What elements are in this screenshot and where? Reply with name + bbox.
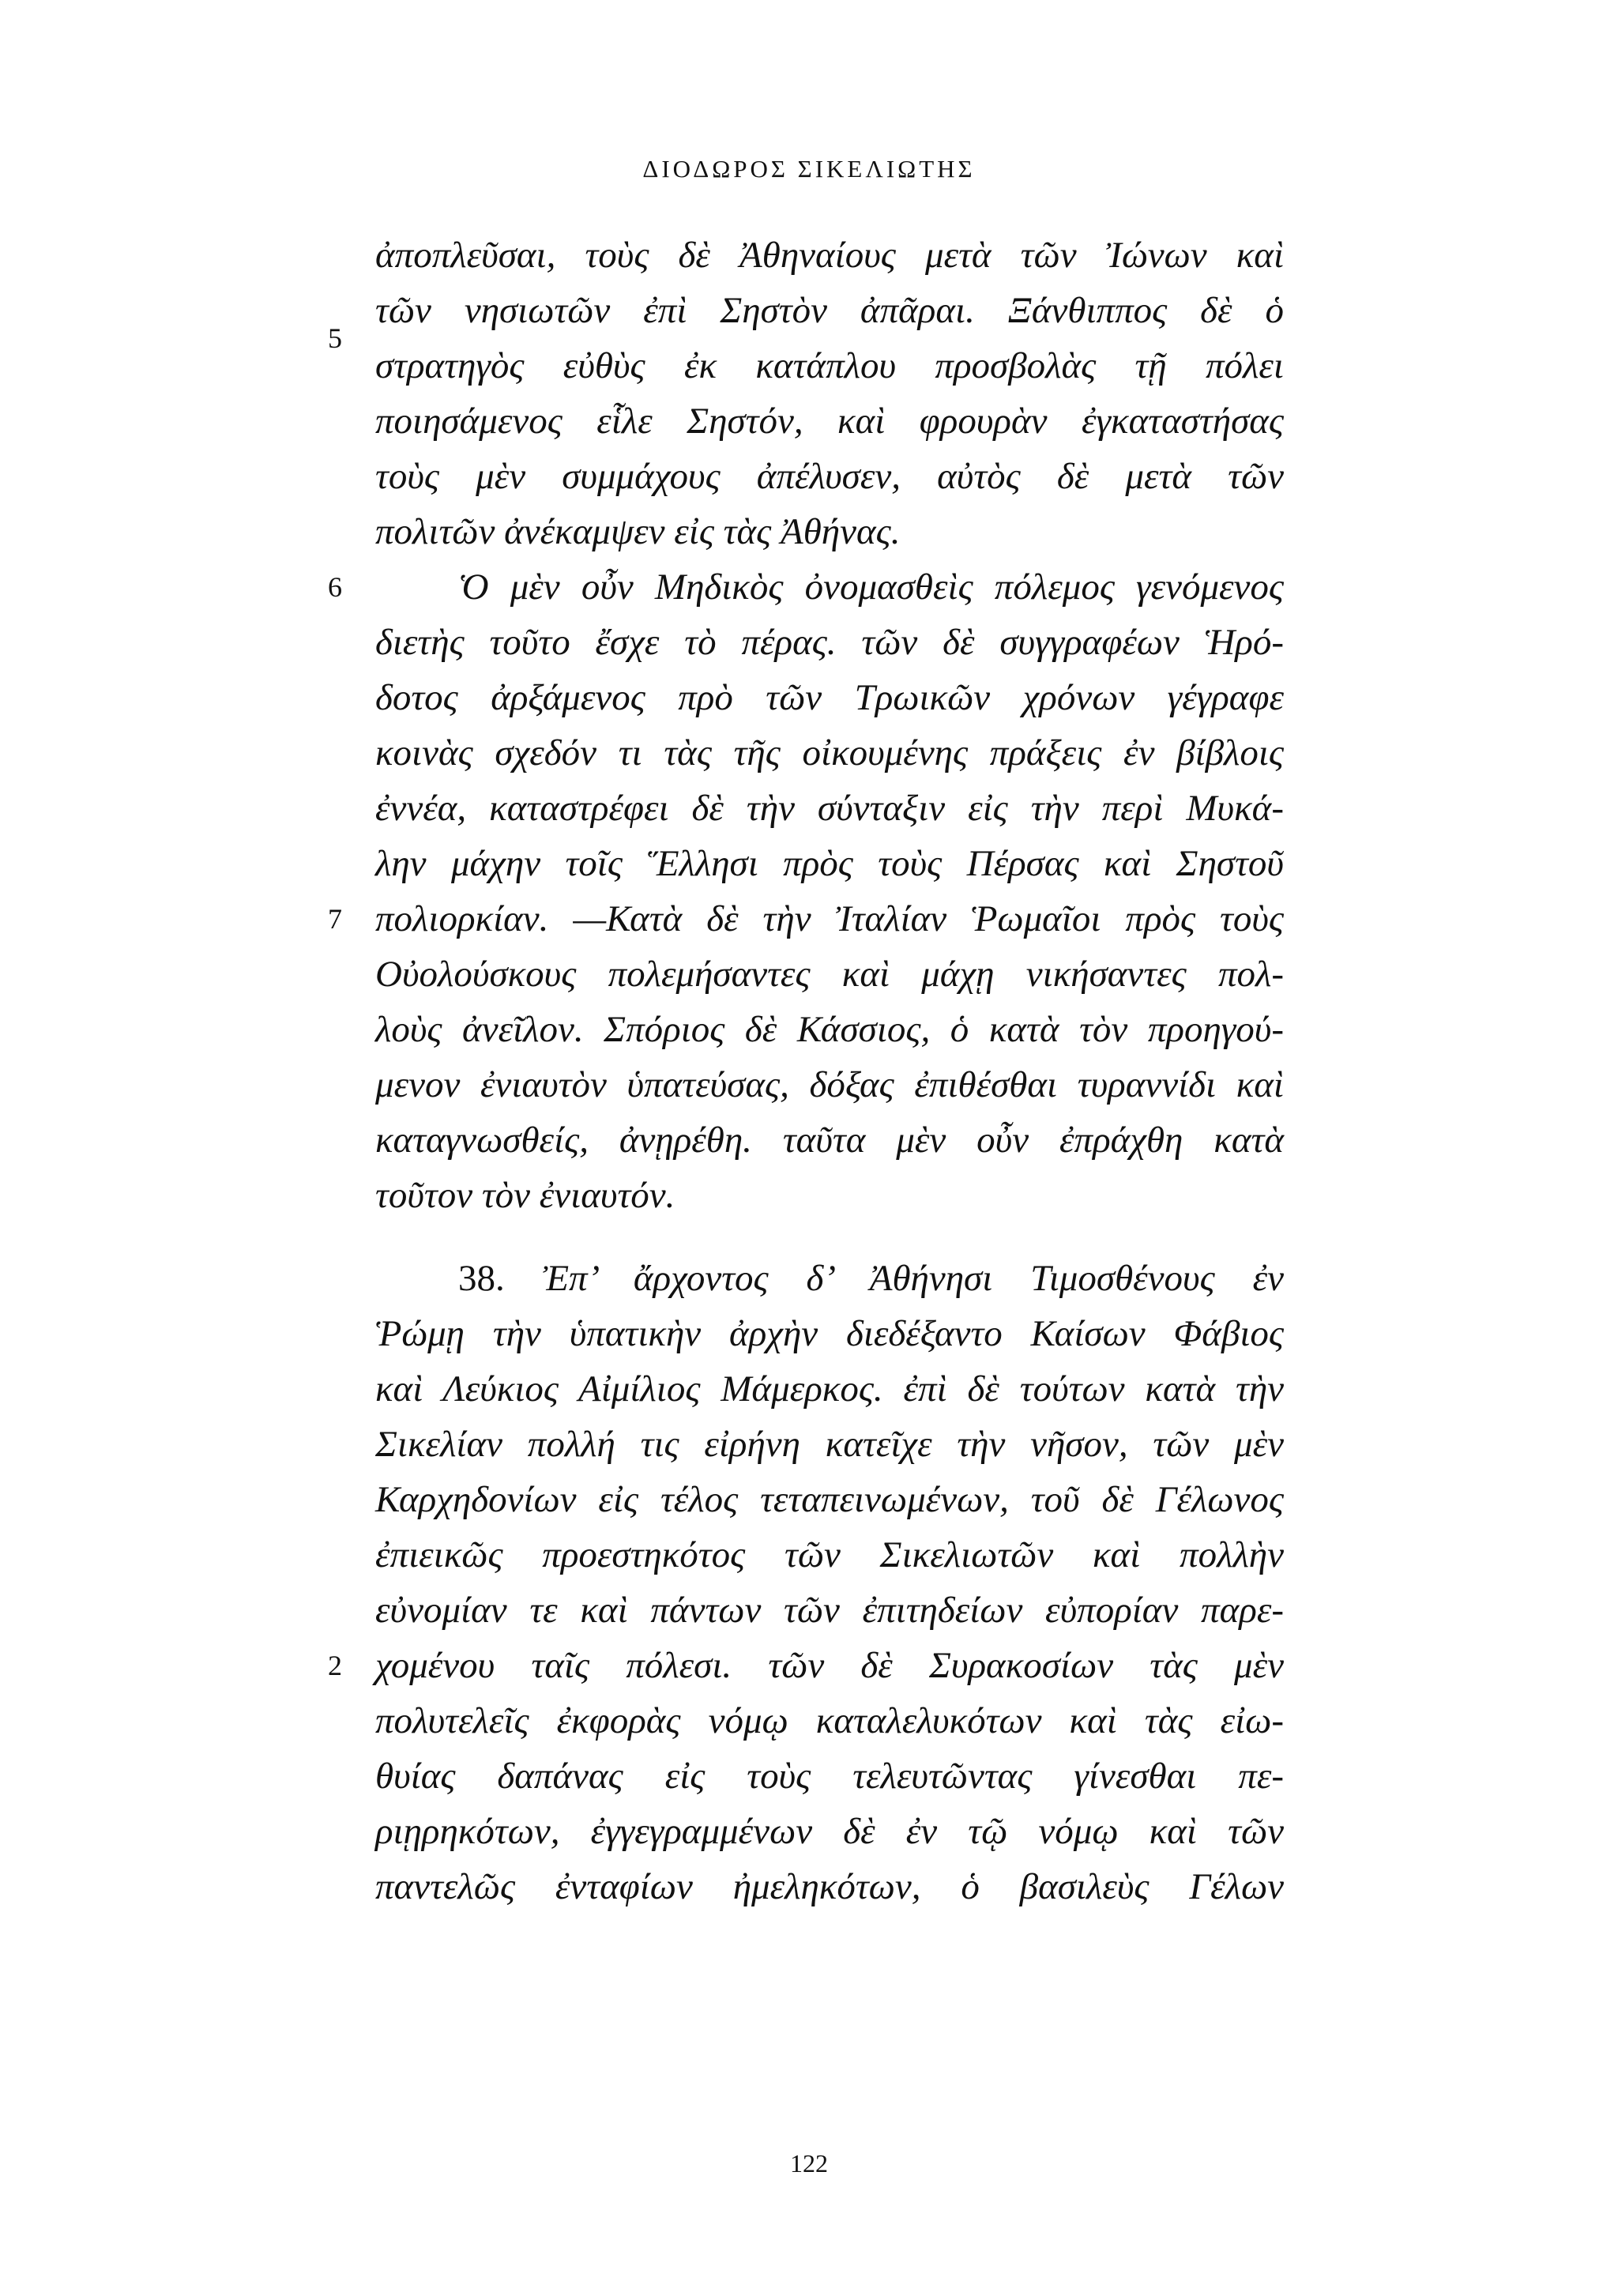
- text-line: μενον ἐνιαυτὸν ὑπατεύσας, δόξας ἐπιθέσθαι τυραννίδι καὶ: [375, 1064, 1284, 1105]
- text-line: θυίας δαπάνας εἰς τοὺς τελευτῶντας γίνεσθαι πε-: [375, 1756, 1284, 1797]
- text-line: ἀποπλεῦσαι, τοὺς δὲ Ἀθηναίους μετὰ τῶν Ἰώνων καὶ: [375, 235, 1284, 276]
- text-line: Καρχηδονίων εἰς τέλος τεταπεινωμένων, τοῦ δὲ Γέλωνος: [375, 1479, 1284, 1520]
- chapter-number: 38.: [458, 1258, 505, 1299]
- text-line: ριῃρηκότων, ἐγγεγραμμένων δὲ ἐν τῷ νόμῳ καὶ τῶν: [375, 1811, 1284, 1852]
- text-line: τῶν νησιωτῶν ἐπὶ Σηστὸν ἀπᾶραι. Ξάνθιππος δὲ ὁ: [375, 290, 1284, 331]
- page-number: 122: [790, 2149, 828, 2177]
- text-line: κοινὰς σχεδόν τι τὰς τῆς οἰκουμένης πράξεις ἐν βίβλοις: [375, 732, 1284, 773]
- margin-number-2: 2: [328, 1650, 342, 1681]
- text-line: ἐννέα, καταστρέφει δὲ τὴν σύνταξιν εἰς τὴν περὶ Μυκά-: [375, 788, 1284, 829]
- text-line: τοῦτον τὸν ἐνιαυτόν.: [375, 1175, 675, 1216]
- text-line: τοὺς μὲν συμμάχους ἀπέλυσεν, αὐτὸς δὲ μετὰ τῶν: [375, 456, 1284, 497]
- text-line: πολιτῶν ἀνέκαμψεν εἰς τὰς Ἀθήνας.: [375, 511, 901, 552]
- text-line: Ὁ μὲν οὖν Μηδικὸς ὀνομασθεὶς πόλεμος γενόμενος: [458, 566, 1284, 608]
- text-line: Σικελίαν πολλή τις εἰρήνη κατεῖχε τὴν νῆσον, τῶν μὲν: [375, 1424, 1284, 1465]
- text-line: ἐπιεικῶς προεστηκότος τῶν Σικελιωτῶν καὶ πολλὴν: [375, 1534, 1284, 1575]
- text-line: χομένου ταῖς πόλεσι. τῶν δὲ Συρακοσίων τὰς μὲν: [375, 1645, 1284, 1686]
- text-line: πολυτελεῖς ἐκφορὰς νόμῳ καταλελυκότων καὶ τὰς εἰω-: [375, 1700, 1284, 1741]
- text-line: ποιησάμενος εἷλε Σηστόν, καὶ φρουρὰν ἐγκαταστήσας: [375, 401, 1284, 442]
- text-line: λην μάχην τοῖς Ἕλλησι πρὸς τοὺς Πέρσας καὶ Σηστοῦ: [375, 843, 1284, 884]
- text-line: Ῥώμῃ τὴν ὑπατικὴν ἀρχὴν διεδέξαντο Καίσων Φάβιος: [375, 1313, 1284, 1354]
- text-line: εὐνομίαν τε καὶ πάντων τῶν ἐπιτηδείων εὐπορίαν παρε-: [375, 1590, 1284, 1631]
- chapter-38-first-line: [375, 1251, 1284, 1306]
- text-line: καταγνωσθείς, ἀνῃρέθη. ταῦτα μὲν οὖν ἐπράχθη κατὰ: [375, 1120, 1284, 1161]
- text-line: λοὺς ἀνεῖλον. Σπόριος δὲ Κάσσιος, ὁ κατὰ τὸν προηγού-: [375, 1009, 1284, 1050]
- text-line: καὶ Λεύκιος Αἰμίλιος Μάμερκος. ἐπὶ δὲ τούτων κατὰ τὴν: [375, 1368, 1284, 1410]
- margin-number-5: 5: [328, 322, 342, 354]
- text-line: στρατηγὸς εὐθὺς ἐκ κατάπλου προσβολὰς τῇ πόλει: [375, 345, 1284, 386]
- margin-number-7: 7: [328, 903, 342, 935]
- chapter-38-opening: Ἐπ’ ἄρχοντος δ’ Ἀθήνησι Τιμοσθένους ἐν: [542, 1258, 1284, 1299]
- running-title: ΔΙΟΔΩΡΟΣ ΣΙΚΕΛΙΩΤΗΣ: [642, 155, 976, 183]
- text-line: διετὴς τοῦτο ἔσχε τὸ πέρας. τῶν δὲ συγγραφέων Ἡρό-: [375, 622, 1284, 663]
- text-line: πολιορκίαν. —Κατὰ δὲ τὴν Ἰταλίαν Ῥωμαῖοι πρὸς τοὺς: [375, 898, 1284, 939]
- text-line: δοτος ἀρξάμενος πρὸ τῶν Τρωικῶν χρόνων γέγραφε: [375, 677, 1284, 718]
- margin-number-6: 6: [328, 571, 342, 603]
- text-line: Οὐολούσκους πολεμήσαντες καὶ μάχῃ νικήσαντες πολ-: [375, 954, 1284, 995]
- text-line: παντελῶς ἐνταφίων ἠμεληκότων, ὁ βασιλεὺς Γέλων: [375, 1866, 1284, 1907]
